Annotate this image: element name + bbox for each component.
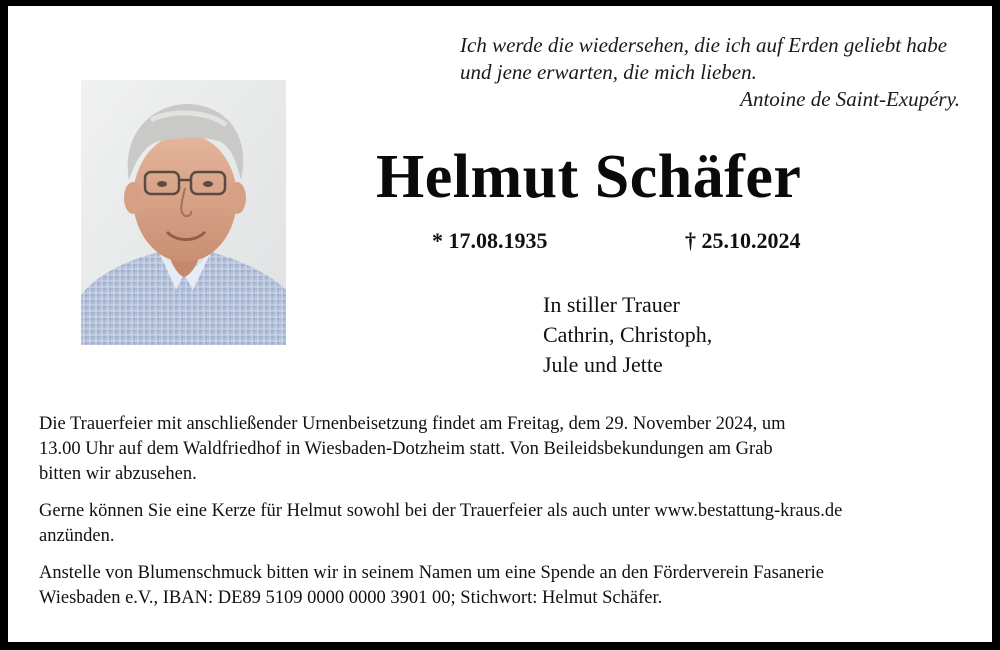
- mourners-heading: In stiller Trauer: [543, 292, 680, 317]
- candle-line-1: Gerne können Sie eine Kerze für Helmut sowohl bei der Trauerfeier als auch unter www.bestattung-kraus.de: [39, 501, 843, 521]
- candle-line-2: anzünden.: [39, 526, 115, 546]
- candle-paragraph: [39, 499, 969, 549]
- mourners-block: [543, 290, 712, 380]
- mourners-names-2: Jule und Jette: [543, 352, 663, 377]
- funeral-line-1: Die Trauerfeier mit anschließender Urnenbeisetzung findet am Freitag, dem 29. November 2024, um: [39, 414, 786, 434]
- quote-line-2: und jene erwarten, die mich lieben.: [460, 60, 757, 84]
- donation-line-1: Anstelle von Blumenschmuck bitten wir in seinem Namen um eine Spende an den Förderverein Fasanerie: [39, 563, 825, 583]
- death-date: † 25.10.2024: [685, 228, 801, 253]
- portrait-photo: [81, 80, 286, 345]
- funeral-line-2: 13.00 Uhr auf dem Waldfriedhof in Wiesbaden-Dotzheim statt. Von Beileidsbekundungen am Grab: [39, 439, 773, 459]
- funeral-paragraph: [39, 412, 969, 487]
- funeral-line-3: bitten wir abzusehen.: [39, 464, 197, 484]
- deceased-name: Helmut Schäfer: [376, 143, 802, 211]
- donation-paragraph: [39, 561, 969, 611]
- epigraph-quote: [460, 32, 960, 113]
- birth-date: * 17.08.1935: [432, 228, 548, 253]
- obituary-details: [39, 412, 969, 623]
- quote-line-1: Ich werde die wiedersehen, die ich auf Erden geliebt habe: [460, 33, 948, 57]
- mourners-names-1: Cathrin, Christoph,: [543, 322, 713, 347]
- donation-line-2: Wiesbaden e.V., IBAN: DE89 5109 0000 0000 3901 00; Stichwort: Helmut Schäfer.: [39, 588, 663, 608]
- quote-author: Antoine de Saint-Exupéry.: [740, 87, 960, 111]
